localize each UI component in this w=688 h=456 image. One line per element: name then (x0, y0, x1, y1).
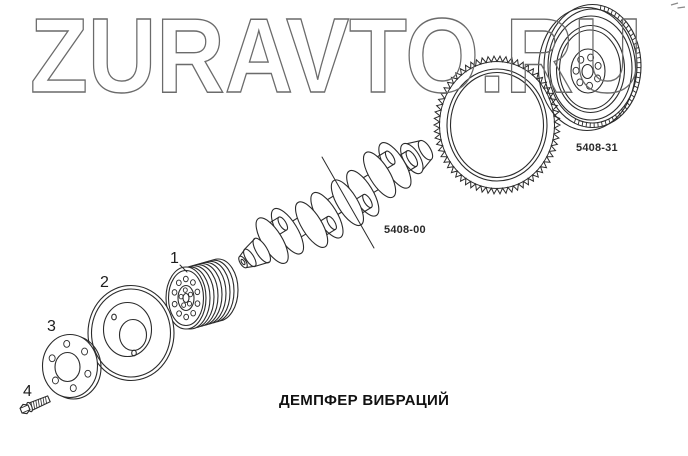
flange-washer-drawing (43, 335, 102, 400)
crankshaft-drawing (225, 123, 445, 289)
diagram-caption: ДЕМПФЕР ВИБРАЦИЙ (279, 392, 450, 409)
part-number-crankshaft: 5408-00 (384, 224, 426, 236)
callout-number-pulley: 1 (170, 250, 179, 267)
callout-number-bolt: 4 (23, 383, 32, 400)
watermark-text: ZURAVTO.RU (30, 0, 642, 115)
callout-number-flange-washer: 3 (47, 318, 56, 335)
callout-number-damper-ring: 2 (100, 274, 109, 291)
corner-mark (671, 3, 685, 8)
part-number-flywheel: 5408-31 (576, 142, 618, 154)
pulley-drawing (166, 259, 238, 329)
